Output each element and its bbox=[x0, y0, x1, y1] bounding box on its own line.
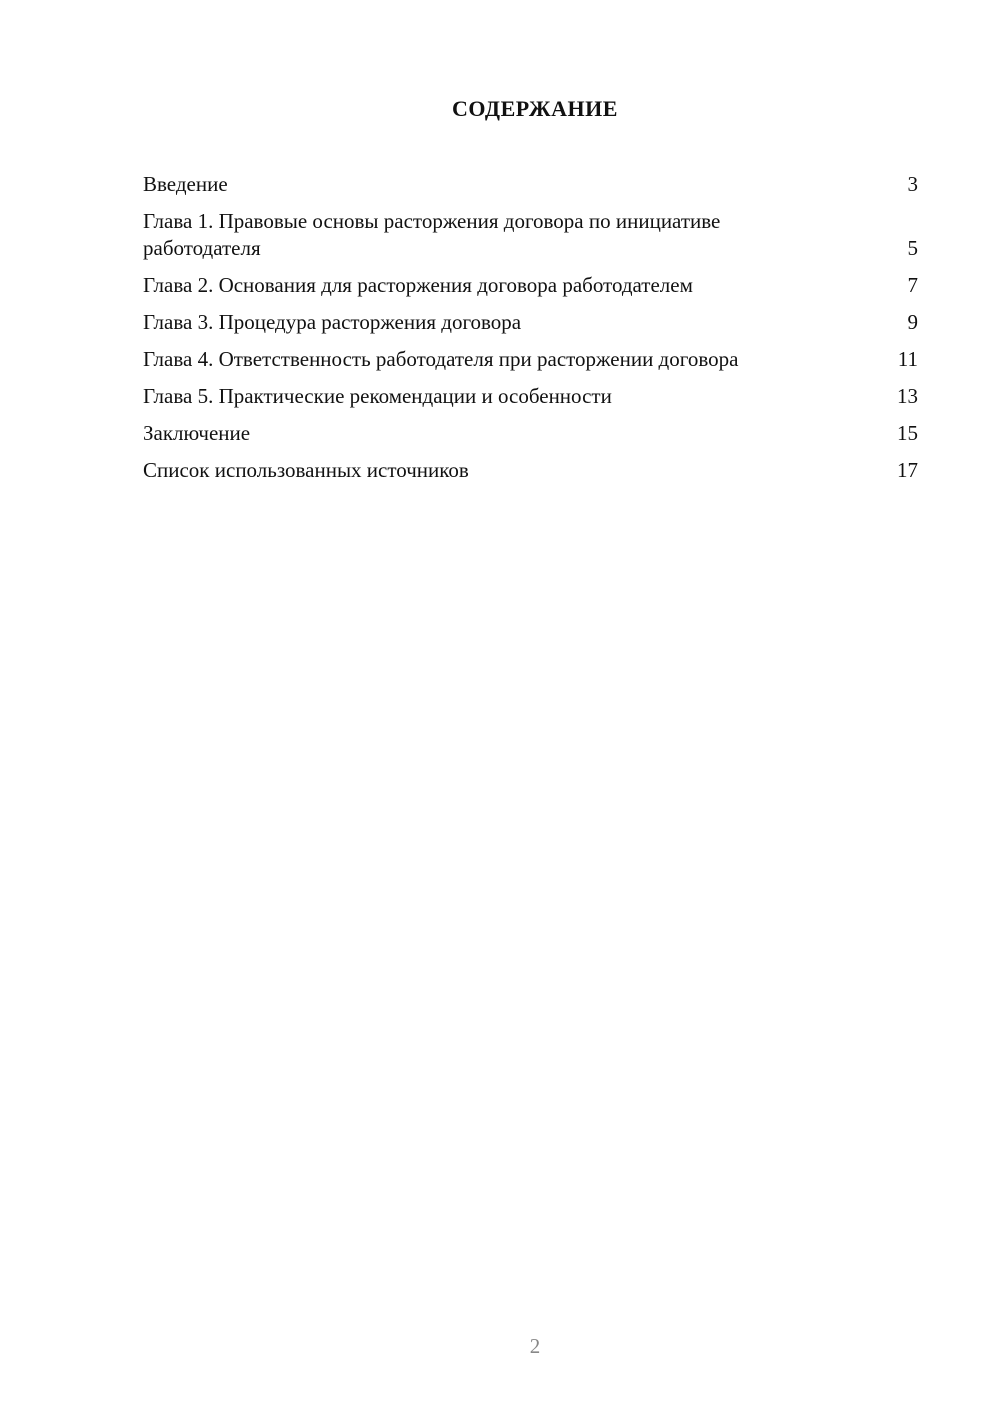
toc-item[interactable] bbox=[143, 383, 918, 410]
toc-item-page: 17 bbox=[897, 458, 918, 482]
toc-item-page: 9 bbox=[907, 310, 918, 334]
toc-item-text: Глава 4. Ответственность работодателя при расторжении договора bbox=[143, 347, 739, 371]
toc-item-text: Глава 1. Правовые основы расторжения договора по инициативе работодателя bbox=[143, 209, 721, 260]
toc-item[interactable] bbox=[143, 346, 918, 373]
toc-item-page: 5 bbox=[907, 236, 918, 260]
toc-item-text: Глава 5. Практические рекомендации и особенности bbox=[143, 384, 612, 408]
toc-item-text: Введение bbox=[143, 172, 228, 196]
toc-item-text: Заключение bbox=[143, 421, 251, 445]
toc-item-page: 3 bbox=[907, 172, 918, 196]
toc-item-text: Глава 3. Процедура расторжения договора bbox=[143, 310, 522, 334]
toc-item-text: Глава 2. Основания для расторжения договора работодателем bbox=[143, 273, 693, 297]
toc-item[interactable] bbox=[143, 309, 918, 336]
toc-item-page: 7 bbox=[907, 273, 918, 297]
toc-item[interactable] bbox=[143, 171, 918, 198]
toc-item[interactable] bbox=[143, 272, 918, 299]
toc-item[interactable] bbox=[143, 208, 918, 262]
page-title: СОДЕРЖАНИЕ bbox=[452, 96, 618, 121]
toc-item[interactable] bbox=[143, 420, 918, 447]
toc-item-page: 13 bbox=[897, 384, 918, 408]
toc-item-page: 15 bbox=[897, 421, 918, 445]
table-of-contents bbox=[143, 171, 918, 494]
toc-item[interactable] bbox=[143, 457, 918, 484]
page-number: 2 bbox=[529, 1334, 541, 1358]
toc-item-page: 11 bbox=[897, 347, 918, 371]
toc-item-text: Список использованных источников bbox=[143, 458, 469, 482]
